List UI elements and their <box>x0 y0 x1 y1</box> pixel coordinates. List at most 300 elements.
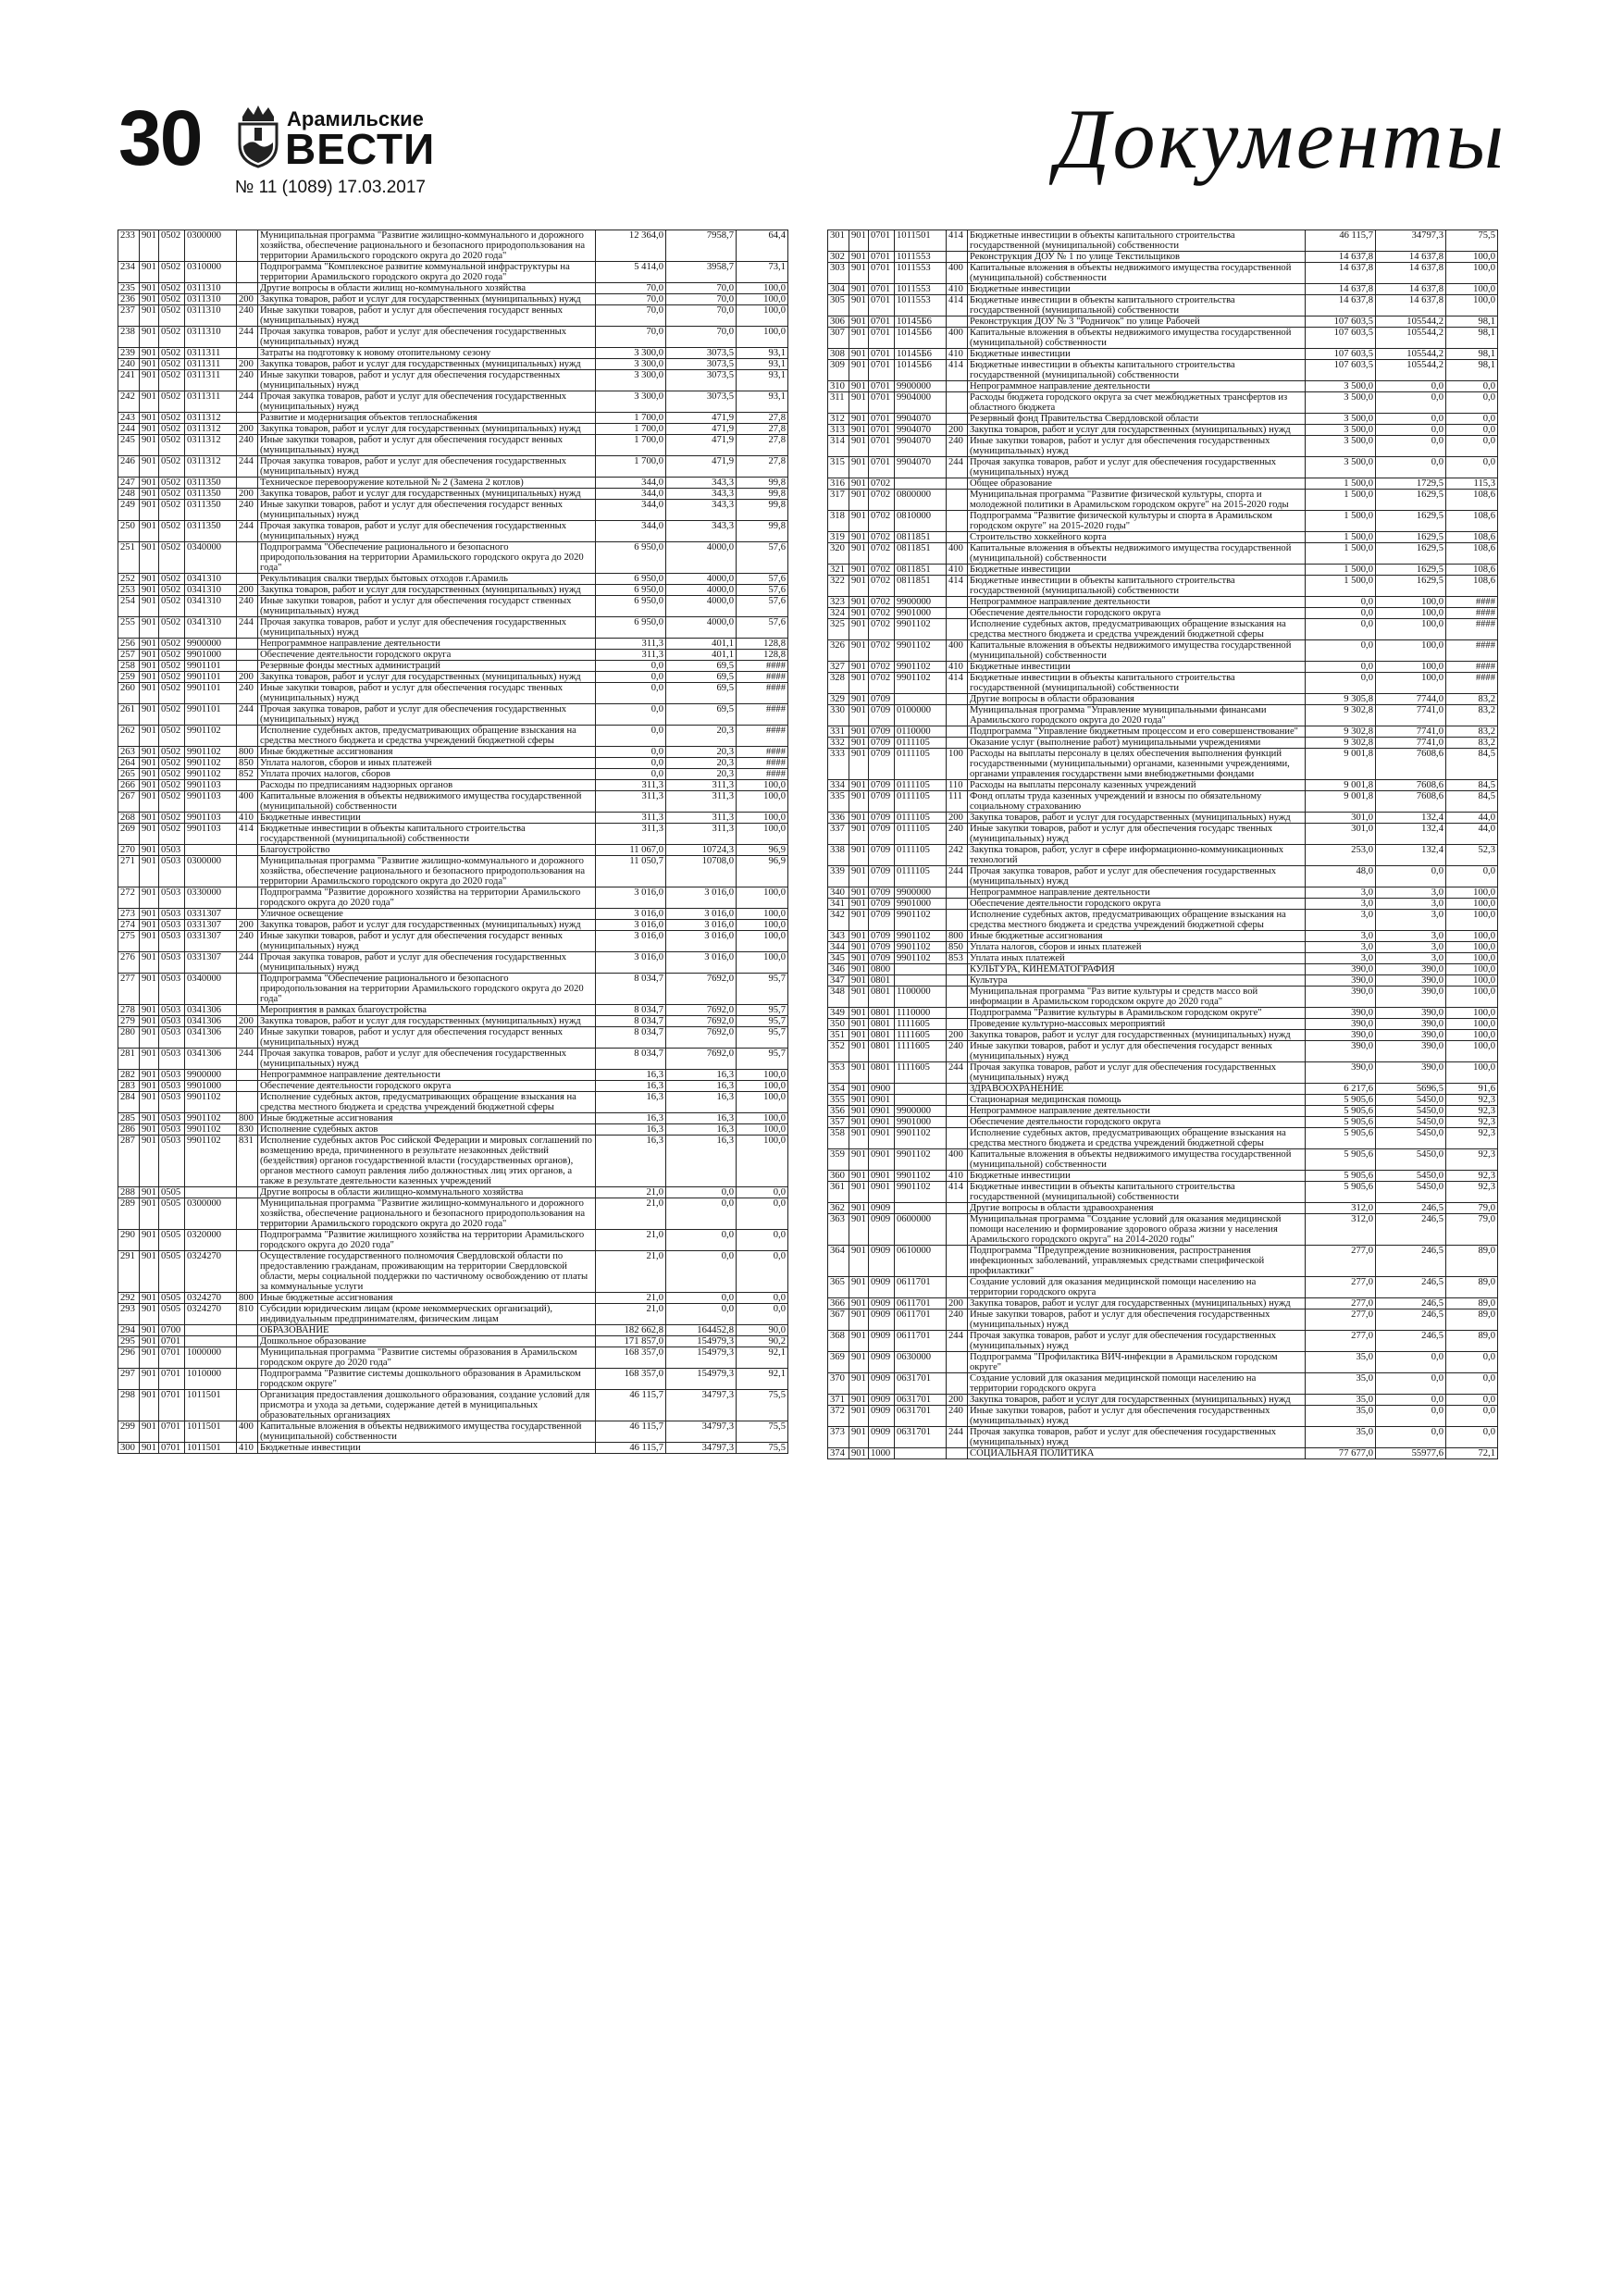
table-cell: 200 <box>237 585 258 596</box>
table-cell: 901 <box>140 542 159 574</box>
table-cell: 9904070 <box>895 436 947 457</box>
table-row <box>118 747 788 758</box>
table-row <box>118 1027 788 1049</box>
table-cell: Реконструкция ДОУ № 3 "Родничок" по улице Рабочей <box>968 316 1306 328</box>
table-cell: 55977,6 <box>1376 1448 1446 1459</box>
table-cell: 1 700,0 <box>596 456 666 478</box>
table-cell: 9901102 <box>185 726 237 747</box>
table-cell: 344,0 <box>596 500 666 521</box>
table-cell: 0701 <box>159 1443 185 1454</box>
table-cell: #### <box>1446 608 1498 619</box>
table-cell: 0909 <box>869 1309 895 1331</box>
table-cell: Иные закупки товаров, работ и услуг для обеспечения государственных (муниципальных) нужд <box>968 436 1306 457</box>
table-cell: 244 <box>947 866 968 887</box>
table-cell: 0,0 <box>1376 392 1446 414</box>
table-cell: 46 115,7 <box>596 1390 666 1421</box>
table-cell <box>237 780 258 791</box>
table-cell: 16,3 <box>596 1124 666 1136</box>
table-cell: 79,0 <box>1446 1214 1498 1246</box>
table-cell: 0631701 <box>895 1395 947 1406</box>
table-cell: 281 <box>118 1049 140 1070</box>
table-cell: 0611701 <box>895 1298 947 1309</box>
table-cell: Обеспечение деятельности городского округа <box>968 899 1306 910</box>
table-row <box>118 856 788 887</box>
table-row <box>828 295 1498 316</box>
table-row <box>828 953 1498 964</box>
table-row <box>118 262 788 283</box>
table-cell: 0701 <box>869 316 895 328</box>
table-cell <box>947 694 968 705</box>
table-cell: 9901102 <box>895 953 947 964</box>
table-cell <box>237 1005 258 1016</box>
table-cell: Исполнение судебных актов Рос сийской Федерации и мировых соглашений по возмещению вреда, причиненного в результате незаконных действий (бездействия) органов государственной власти (государственных органов), органов местного самоуп равления либо должностных лиц этих органов, а также в результате деятельности казенных учреждений <box>258 1136 596 1187</box>
table-cell: 300 <box>118 1443 140 1454</box>
table-cell: 901 <box>140 370 159 391</box>
table-cell: 352 <box>828 1041 849 1062</box>
table-cell: 7741,0 <box>1376 726 1446 738</box>
table-row <box>118 1304 788 1325</box>
table-row <box>118 370 788 391</box>
table-cell: 0502 <box>159 391 185 413</box>
table-cell: 9901103 <box>185 780 237 791</box>
table-cell: Подпрограмма "Управление бюджетным процессом и его совершенствование" <box>968 726 1306 738</box>
table-cell: 344,0 <box>596 478 666 489</box>
table-row <box>118 704 788 726</box>
table-cell: 83,2 <box>1446 738 1498 749</box>
table-row <box>828 1373 1498 1395</box>
table-cell <box>237 1369 258 1390</box>
table-row <box>828 1106 1498 1117</box>
table-cell: 244 <box>237 1049 258 1070</box>
table-cell: 0901 <box>869 1106 895 1117</box>
table-cell: 1011553 <box>895 252 947 263</box>
table-cell: 100,0 <box>737 931 788 952</box>
table-cell: Прочая закупка товаров, работ и услуг для обеспечения государственных (муниципальных) нужд <box>968 1331 1306 1352</box>
table-cell: 1 500,0 <box>1306 576 1376 597</box>
table-cell: Закупка товаров, работ и услуг для государственных (муниципальных) нужд <box>258 359 596 370</box>
table-cell: 0,0 <box>1446 381 1498 392</box>
table-cell: Подпрограмма "Обеспечение рационального и безопасного природопользования на территории Арамильского городского округа до 2020 года" <box>258 974 596 1005</box>
table-cell: 0503 <box>159 909 185 920</box>
table-cell: #### <box>737 758 788 769</box>
table-cell: 901 <box>849 1095 869 1106</box>
table-cell: 0300000 <box>185 230 237 262</box>
table-cell: 35,0 <box>1306 1406 1376 1427</box>
table-cell: 100,0 <box>1446 1008 1498 1019</box>
table-cell: 901 <box>140 683 159 704</box>
table-row <box>118 283 788 294</box>
table-cell: Подпрограмма "Обеспечение рационального и безопасного природопользования на территории Арамильского городского округа до 2020 года" <box>258 542 596 574</box>
table-row <box>118 1016 788 1027</box>
table-row <box>118 1325 788 1336</box>
left-budget-table <box>118 230 787 1454</box>
table-cell: 92,1 <box>737 1347 788 1369</box>
table-cell: 48,0 <box>1306 866 1376 887</box>
table-row <box>828 749 1498 780</box>
table-cell: 44,0 <box>1446 824 1498 845</box>
table-cell: 100,0 <box>1446 942 1498 953</box>
table-cell: 10724,3 <box>666 845 737 856</box>
table-cell: 9901102 <box>895 662 947 673</box>
table-cell: 9901102 <box>185 758 237 769</box>
table-cell: 901 <box>849 619 869 640</box>
table-cell <box>947 1117 968 1128</box>
table-cell: 3 300,0 <box>596 348 666 359</box>
table-cell: 9900000 <box>185 1070 237 1081</box>
table-cell: 0,0 <box>737 1230 788 1251</box>
table-cell: 312 <box>828 414 849 425</box>
table-row <box>828 1171 1498 1182</box>
table-cell: 901 <box>849 887 869 899</box>
table-cell: 89,0 <box>1446 1298 1498 1309</box>
table-cell: 0909 <box>869 1298 895 1309</box>
table-cell: 5 905,6 <box>1306 1117 1376 1128</box>
table-cell: 3,0 <box>1376 887 1446 899</box>
table-cell: 254 <box>118 596 140 617</box>
table-cell <box>947 597 968 608</box>
table-cell: 34797,3 <box>666 1443 737 1454</box>
table-cell: 901 <box>849 738 869 749</box>
table-cell: 3073,5 <box>666 359 737 370</box>
table-cell: 0709 <box>869 910 895 931</box>
table-cell: 901 <box>140 845 159 856</box>
table-cell: 306 <box>828 316 849 328</box>
logo-top-text: Арамильские <box>287 107 424 130</box>
table-cell: 253 <box>118 585 140 596</box>
table-cell: 0331307 <box>185 920 237 931</box>
table-cell: 0503 <box>159 1092 185 1113</box>
table-cell: 10708,0 <box>666 856 737 887</box>
table-row <box>118 500 788 521</box>
table-cell: Муниципальная программа "Создание условий для оказания медицинской помощи населению и формирование здорового образа жизни у населения Арамильского городского округа" на 2014-2020 годы" <box>968 1214 1306 1246</box>
table-cell: 0311310 <box>185 327 237 348</box>
budget-table-left <box>118 230 788 1454</box>
table-cell: 132,4 <box>1376 813 1446 824</box>
table-cell: 901 <box>140 1092 159 1113</box>
table-cell: 70,0 <box>666 294 737 305</box>
table-cell <box>237 650 258 661</box>
table-cell: 0909 <box>869 1331 895 1352</box>
table-cell: 901 <box>140 1336 159 1347</box>
table-cell: 901 <box>849 749 869 780</box>
table-cell: 3 500,0 <box>1306 392 1376 414</box>
table-cell: 371 <box>828 1395 849 1406</box>
table-cell <box>237 1390 258 1421</box>
table-cell: 901 <box>140 920 159 931</box>
table-cell: 0341310 <box>185 585 237 596</box>
table-cell: 333 <box>828 749 849 780</box>
table-cell: 311,3 <box>596 824 666 845</box>
table-cell: 3 016,0 <box>666 931 737 952</box>
table-cell: 0502 <box>159 327 185 348</box>
table-cell <box>895 1203 947 1214</box>
table-cell: 0701 <box>159 1369 185 1390</box>
table-cell: 12 364,0 <box>596 230 666 262</box>
table-cell: 296 <box>118 1347 140 1369</box>
table-cell: 311,3 <box>596 791 666 813</box>
table-cell: 3,0 <box>1376 953 1446 964</box>
table-cell: 901 <box>140 1136 159 1187</box>
table-cell: 0502 <box>159 435 185 456</box>
table-cell: 258 <box>118 661 140 672</box>
table-row <box>118 758 788 769</box>
table-cell: 9901000 <box>895 1117 947 1128</box>
table-cell: 0502 <box>159 596 185 617</box>
table-cell: 7608,6 <box>1376 791 1446 813</box>
table-cell: 0,0 <box>1446 457 1498 478</box>
table-cell: Муниципальная программа "Развитие жилищно-коммунального и дорожного хозяйства, обеспечение рационального и безопасного природопользования на территории Арамильского городского округа до 2020 года" <box>258 1198 596 1230</box>
table-cell: 901 <box>849 1406 869 1427</box>
table-cell: 5 905,6 <box>1306 1149 1376 1171</box>
table-cell: Другие вопросы в области жилищно-коммунального хозяйства <box>258 1187 596 1198</box>
table-row <box>118 726 788 747</box>
table-cell: 83,2 <box>1446 694 1498 705</box>
table-cell: 107 603,5 <box>1306 360 1376 381</box>
table-cell: 0,0 <box>596 704 666 726</box>
table-cell: 0503 <box>159 931 185 952</box>
table-cell: 8 034,7 <box>596 1016 666 1027</box>
table-cell: 249 <box>118 500 140 521</box>
table-cell: Уплата иных платежей <box>968 953 1306 964</box>
table-cell: 244 <box>237 327 258 348</box>
table-cell: 100,0 <box>737 791 788 813</box>
table-cell: 8 034,7 <box>596 1027 666 1049</box>
table-cell: 3,0 <box>1376 942 1446 953</box>
table-cell: 0701 <box>869 252 895 263</box>
table-cell: 284 <box>118 1092 140 1113</box>
table-cell: 9901102 <box>185 1124 237 1136</box>
table-cell: 6 950,0 <box>596 574 666 585</box>
table-cell: 901 <box>140 262 159 283</box>
table-cell <box>947 1214 968 1246</box>
table-cell: 0503 <box>159 1005 185 1016</box>
table-cell: 1 700,0 <box>596 424 666 435</box>
table-cell: 901 <box>849 392 869 414</box>
table-cell: 901 <box>849 662 869 673</box>
table-cell: 168 357,0 <box>596 1369 666 1390</box>
table-row <box>828 349 1498 360</box>
table-row <box>828 1214 1498 1246</box>
table-cell: 0502 <box>159 262 185 283</box>
table-cell: 16,3 <box>666 1092 737 1113</box>
table-cell: 14 637,8 <box>1306 252 1376 263</box>
table-cell: Муниципальная программа "Развитие жилищно-коммунального и дорожного хозяйства, обеспечение рационального и безопасного природопользования на территории Арамильского городского округа до 2020 года" <box>258 230 596 262</box>
table-cell: 901 <box>140 348 159 359</box>
table-cell: 390,0 <box>1306 1008 1376 1019</box>
table-cell: 5450,0 <box>1376 1149 1446 1171</box>
table-cell: 277,0 <box>1306 1246 1376 1277</box>
table-cell <box>947 490 968 511</box>
table-cell: 1 500,0 <box>1306 490 1376 511</box>
table-cell <box>185 845 237 856</box>
table-cell: 4000,0 <box>666 574 737 585</box>
table-cell: Бюджетные инвестиции в объекты капитального строительства государственной (муниципальной) собственности <box>968 673 1306 694</box>
table-cell: 1010000 <box>185 1369 237 1390</box>
table-cell: 0610000 <box>895 1246 947 1277</box>
table-cell: 3 500,0 <box>1306 425 1376 436</box>
table-cell: 0701 <box>159 1390 185 1421</box>
table-cell: Непрограммное направление деятельности <box>968 381 1306 392</box>
table-row <box>118 887 788 909</box>
table-cell: 246,5 <box>1376 1298 1446 1309</box>
budget-table-right <box>827 230 1498 1459</box>
table-cell: 289 <box>118 1198 140 1230</box>
table-cell: 311,3 <box>666 813 737 824</box>
table-cell <box>947 1106 968 1117</box>
table-cell: 346 <box>828 964 849 975</box>
table-cell: 0702 <box>869 490 895 511</box>
table-row <box>828 910 1498 931</box>
table-cell: Бюджетные инвестиции в объекты капитального строительства государственной (муниципальной) собственности <box>258 824 596 845</box>
table-cell: 901 <box>140 791 159 813</box>
table-cell: 3073,5 <box>666 348 737 359</box>
table-cell: 107 603,5 <box>1306 328 1376 349</box>
table-cell: 268 <box>118 813 140 824</box>
table-cell: 100,0 <box>1376 640 1446 662</box>
table-cell: 0502 <box>159 348 185 359</box>
table-cell: 0110000 <box>895 726 947 738</box>
table-row <box>118 230 788 262</box>
table-cell: 359 <box>828 1149 849 1171</box>
table-cell: 1111605 <box>895 1041 947 1062</box>
table-cell: 0,0 <box>1306 673 1376 694</box>
table-cell: 286 <box>118 1124 140 1136</box>
table-cell: 9904070 <box>895 425 947 436</box>
table-cell: 0709 <box>869 780 895 791</box>
table-cell: 901 <box>849 1373 869 1395</box>
table-cell: 0801 <box>869 1019 895 1030</box>
table-cell: Закупка товаров, работ и услуг для государственных (муниципальных) нужд <box>258 489 596 500</box>
table-cell: 0709 <box>869 931 895 942</box>
table-cell: 901 <box>849 511 869 532</box>
table-cell <box>237 1092 258 1113</box>
table-cell: 0340000 <box>185 542 237 574</box>
table-cell: 343,3 <box>666 500 737 521</box>
table-cell: 171 857,0 <box>596 1336 666 1347</box>
table-cell: 9901102 <box>185 1136 237 1187</box>
table-cell: 901 <box>849 608 869 619</box>
table-cell: Обеспечение деятельности городского округа <box>258 1081 596 1092</box>
table-cell: 0111105 <box>895 749 947 780</box>
table-cell: 240 <box>947 1406 968 1427</box>
table-cell: 100,0 <box>737 824 788 845</box>
table-cell: 901 <box>849 436 869 457</box>
table-cell: 5 905,6 <box>1306 1171 1376 1182</box>
table-cell: 0901 <box>869 1117 895 1128</box>
table-row <box>828 532 1498 543</box>
table-cell: 9900000 <box>185 639 237 650</box>
table-row <box>828 705 1498 726</box>
table-row <box>828 1448 1498 1459</box>
table-cell: 401,1 <box>666 639 737 650</box>
table-cell: 263 <box>118 747 140 758</box>
table-row <box>828 780 1498 791</box>
table-cell: 257 <box>118 650 140 661</box>
table-cell: 0341306 <box>185 1016 237 1027</box>
table-row <box>828 1182 1498 1203</box>
table-cell: 7608,6 <box>1376 780 1446 791</box>
table-cell: 901 <box>140 769 159 780</box>
table-cell: 9901102 <box>895 1149 947 1171</box>
table-row <box>828 1203 1498 1214</box>
table-cell: 100,0 <box>737 1113 788 1124</box>
table-cell: 9 001,8 <box>1306 780 1376 791</box>
table-cell: 8 034,7 <box>596 1049 666 1070</box>
table-cell: 69,5 <box>666 661 737 672</box>
table-cell: 0701 <box>159 1421 185 1443</box>
table-cell: 0811851 <box>895 543 947 565</box>
table-cell: 360 <box>828 1171 849 1182</box>
table-cell: 240 <box>947 824 968 845</box>
table-cell: 1011553 <box>895 295 947 316</box>
table-row <box>828 1331 1498 1352</box>
table-cell: 0701 <box>869 263 895 284</box>
table-cell: 0,0 <box>666 1293 737 1304</box>
table-cell: 6 950,0 <box>596 585 666 596</box>
table-cell: 354 <box>828 1084 849 1095</box>
table-cell: 233 <box>118 230 140 262</box>
table-cell: 0502 <box>159 283 185 294</box>
table-cell: 9901000 <box>895 608 947 619</box>
table-cell: Прочая закупка товаров, работ и услуг для обеспечения государственных (муниципальных) нужд <box>968 866 1306 887</box>
table-cell: 0,0 <box>596 683 666 704</box>
table-cell: 901 <box>849 1128 869 1149</box>
table-row <box>828 284 1498 295</box>
table-cell: 267 <box>118 791 140 813</box>
table-cell: 901 <box>140 1251 159 1293</box>
table-cell: #### <box>737 672 788 683</box>
table-cell: Бюджетные инвестиции <box>258 1443 596 1454</box>
table-cell: 75,5 <box>737 1421 788 1443</box>
table-cell: 0800000 <box>895 490 947 511</box>
table-cell: 52,3 <box>1446 845 1498 866</box>
table-cell: 277,0 <box>1306 1331 1376 1352</box>
table-cell: 98,1 <box>1446 349 1498 360</box>
table-cell: Осуществление государственного полномочия Свердловской области по предоставлению гражданам, проживающим на территории Свердловской области, меры социальной поддержки по частичному освобождению от платы за коммунальные услуги <box>258 1251 596 1293</box>
table-row <box>118 391 788 413</box>
table-cell: 277 <box>118 974 140 1005</box>
table-cell: 390,0 <box>1306 987 1376 1008</box>
table-cell: 10145Б6 <box>895 360 947 381</box>
table-cell: 0324270 <box>185 1293 237 1304</box>
table-cell: 247 <box>118 478 140 489</box>
table-cell: 3,0 <box>1306 887 1376 899</box>
table-cell: 901 <box>849 975 869 987</box>
table-cell: 3 016,0 <box>596 920 666 931</box>
table-cell: 901 <box>849 1106 869 1117</box>
table-cell: 0,0 <box>1306 597 1376 608</box>
table-cell: 100,0 <box>737 1136 788 1187</box>
table-cell: Затраты на подготовку к новому отопительному сезону <box>258 348 596 359</box>
table-cell <box>947 252 968 263</box>
table-cell: 901 <box>849 457 869 478</box>
table-cell: 77 677,0 <box>1306 1448 1376 1459</box>
table-cell: 0502 <box>159 683 185 704</box>
table-cell: 901 <box>849 910 869 931</box>
table-cell: 0341310 <box>185 617 237 639</box>
table-cell: 901 <box>140 1016 159 1027</box>
table-row <box>828 813 1498 824</box>
table-row <box>118 1347 788 1369</box>
table-cell: 901 <box>849 866 869 887</box>
table-cell: 0503 <box>159 952 185 974</box>
table-cell: 0311312 <box>185 424 237 435</box>
table-cell: 367 <box>828 1309 849 1331</box>
table-cell: 79,0 <box>1446 1203 1498 1214</box>
table-cell: Благоустройство <box>258 845 596 856</box>
table-cell: 901 <box>849 1395 869 1406</box>
table-cell: 240 <box>947 436 968 457</box>
